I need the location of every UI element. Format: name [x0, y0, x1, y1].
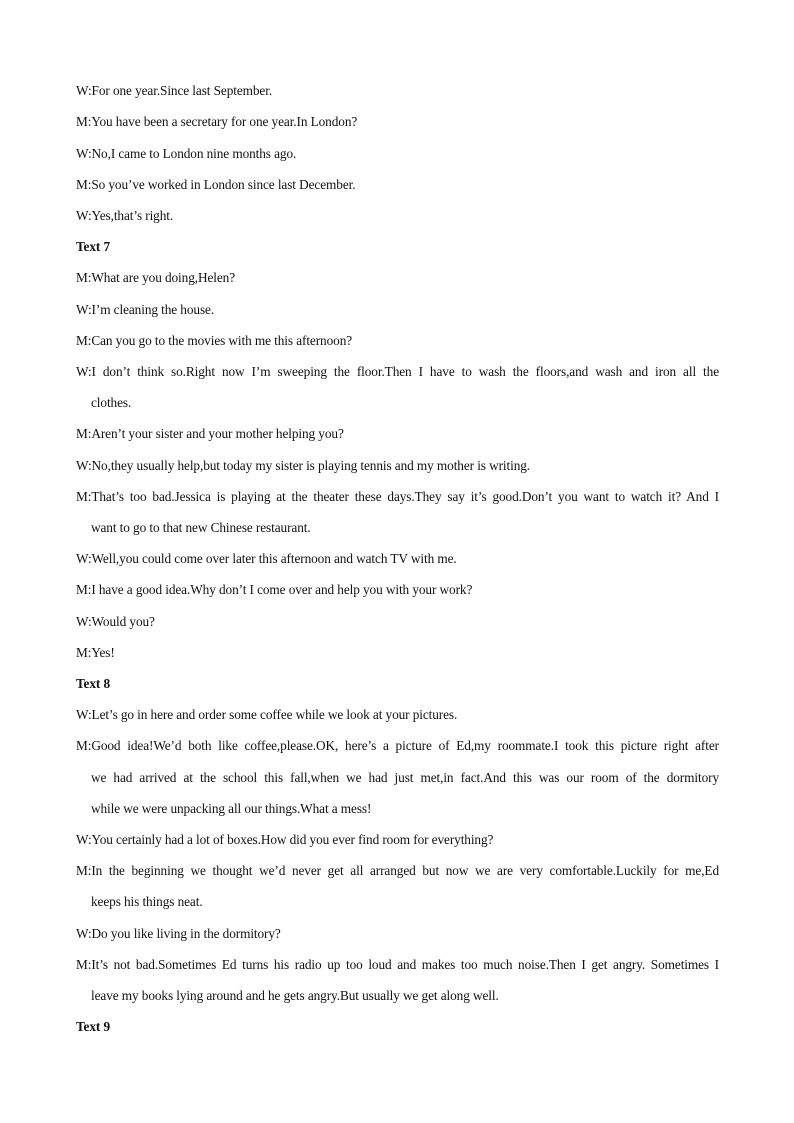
dialogue-line: W:Yes,that’s right. — [76, 208, 174, 223]
dialogue-line-continuation: leave my books lying around and he gets angry.But usually we get along well. — [91, 988, 499, 1003]
dialogue-line: M:Can you go to the movies with me this afternoon? — [76, 333, 353, 348]
dialogue-line-continuation: want to go to that new Chinese restaurant. — [91, 520, 311, 535]
dialogue-line: M:Yes! — [76, 645, 115, 660]
dialogue-line-continuation: keeps his things neat. — [91, 894, 203, 909]
dialogue-line: W:Do you like living in the dormitory? — [76, 926, 281, 941]
section-heading: Text 7 — [76, 239, 110, 254]
dialogue-line: M:Good idea!We’d both like coffee,please.OK, here’s a picture of Ed,my roommate.I took this picture right after — [76, 738, 719, 753]
dialogue-line-continuation: while we were unpacking all our things.What a mess! — [91, 801, 372, 816]
dialogue-line-continuation: we had arrived at the school this fall,when we had just met,in fact.And this was our room of the dormitory — [91, 770, 719, 785]
dialogue-line: M:That’s too bad.Jessica is playing at the theater these days.They say it’s good.Don’t you want to watch it? And I — [76, 489, 719, 504]
dialogue-line: M:It’s not bad.Sometimes Ed turns his radio up too loud and makes too much noise.Then I get angry. Sometimes I — [76, 957, 719, 972]
dialogue-line: M:I have a good idea.Why don’t I come over and help you with your work? — [76, 582, 473, 597]
dialogue-line: M:Aren’t your sister and your mother helping you? — [76, 426, 344, 441]
section-heading: Text 9 — [76, 1019, 110, 1034]
dialogue-line: W:No,I came to London nine months ago. — [76, 146, 297, 161]
dialogue-line: M:What are you doing,Helen? — [76, 270, 236, 285]
dialogue-line: W:Would you? — [76, 614, 155, 629]
dialogue-line: W:You certainly had a lot of boxes.How did you ever find room for everything? — [76, 832, 494, 847]
dialogue-line: M:In the beginning we thought we’d never get all arranged but now we are very comfortable.Luckily for me,Ed — [76, 863, 719, 878]
dialogue-line: W:Let’s go in here and order some coffee while we look at your pictures. — [76, 707, 458, 722]
dialogue-line: W:I’m cleaning the house. — [76, 302, 215, 317]
dialogue-line: M:You have been a secretary for one year.In London? — [76, 114, 358, 129]
dialogue-line: W:I don’t think so.Right now I’m sweeping the floor.Then I have to wash the floors,and wash and iron all the — [76, 364, 719, 379]
dialogue-line: W:Well,you could come over later this afternoon and watch TV with me. — [76, 551, 457, 566]
dialogue-line: M:So you’ve worked in London since last December. — [76, 177, 356, 192]
dialogue-line-continuation: clothes. — [91, 395, 132, 410]
section-heading: Text 8 — [76, 676, 110, 691]
dialogue-line: W:For one year.Since last September. — [76, 83, 273, 98]
dialogue-line: W:No,they usually help,but today my sister is playing tennis and my mother is writing. — [76, 458, 531, 473]
